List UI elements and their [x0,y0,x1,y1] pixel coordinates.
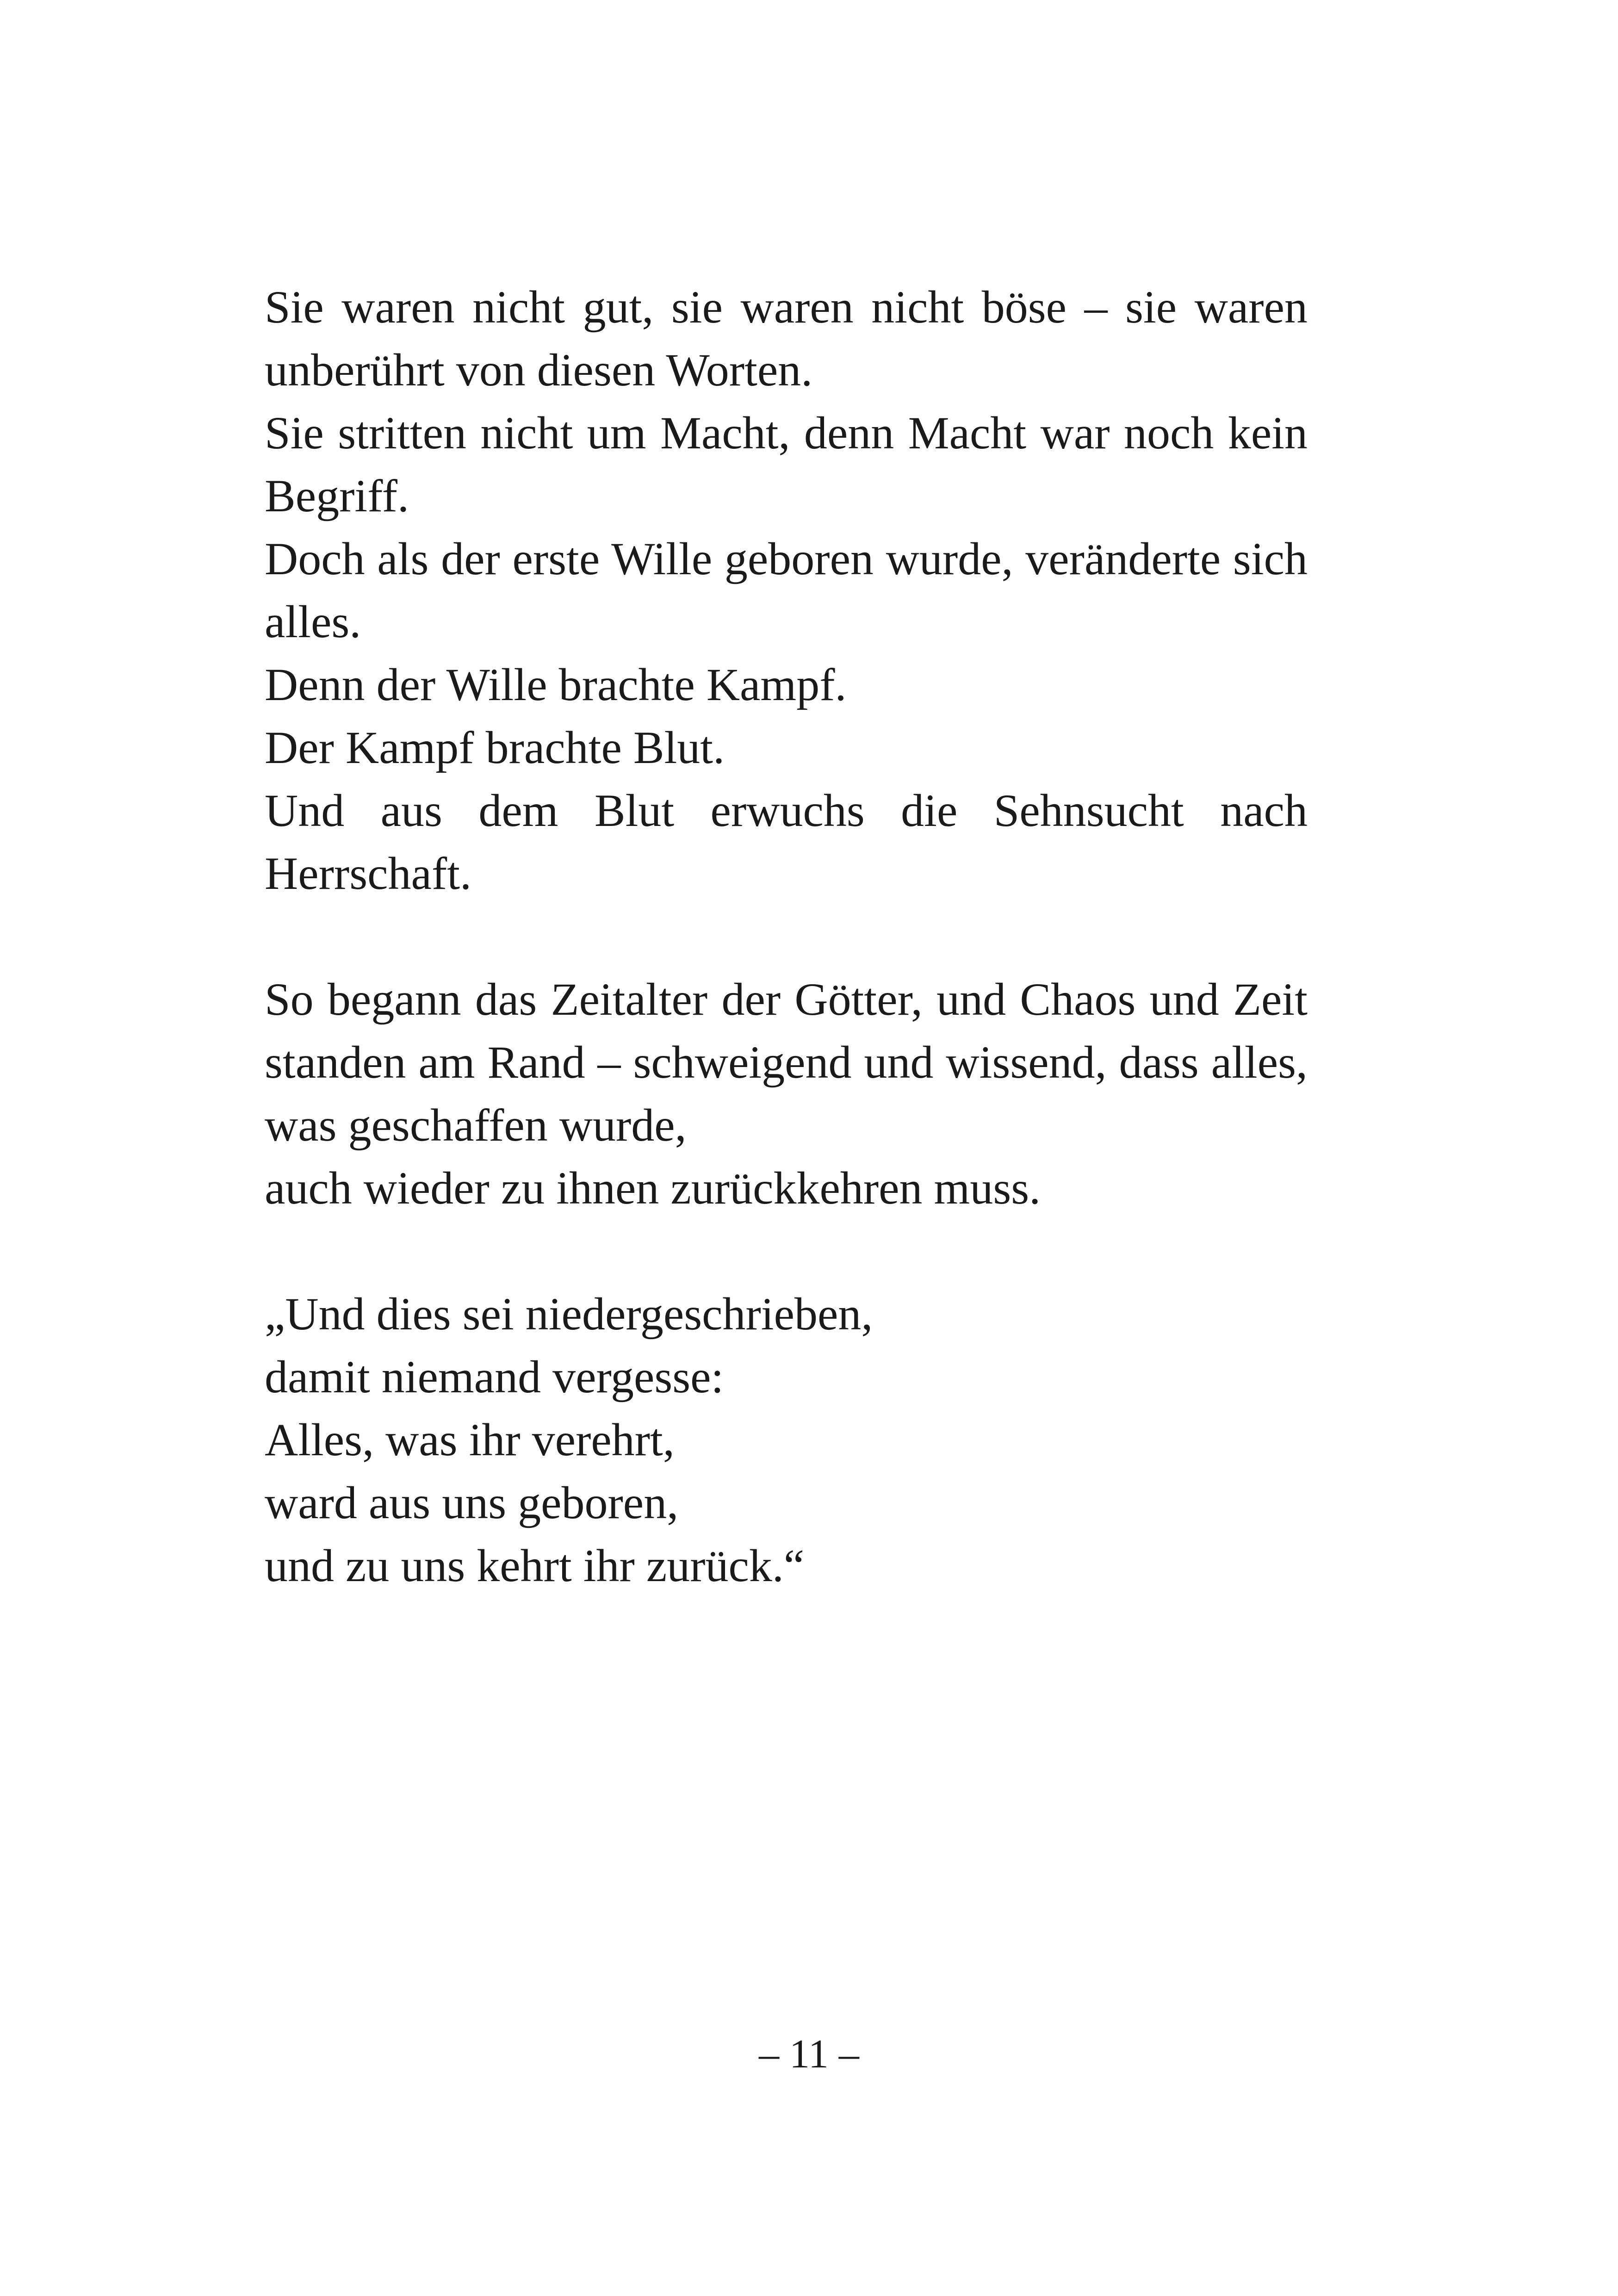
text-line: auch wieder zu ihnen zurückkehren muss. [265,1162,1041,1214]
page-number: – 11 – [759,2032,859,2077]
text-line: Sie waren nicht gut, sie waren nicht böse – sie waren [265,281,1308,333]
text-line: damit niemand vergesse: [265,1351,724,1402]
text-line: Und aus dem Blut erwuchs die Sehnsucht nach [265,785,1308,836]
paragraph-1 [265,276,1308,905]
text-line: standen am Rand – schweigend und wissend, dass alles, [265,1036,1308,1088]
paragraph-2 [265,968,1308,1220]
text-line: Alles, was ihr verehrt, [265,1414,675,1465]
text-line: und zu uns kehrt ihr zurück.“ [265,1540,805,1591]
text-line: „Und dies sei niedergeschrieben, [265,1288,873,1340]
text-line: alles. [265,596,361,647]
paragraph-gap [265,905,1308,968]
paragraph-gap [265,1220,1308,1283]
text-line: was geschaffen wurde, [265,1099,687,1151]
text-line: Sie stritten nicht um Macht, denn Macht war noch kein [265,407,1308,459]
text-line: So begann das Zeitalter der Götter, und Chaos und Zeit [265,974,1308,1025]
text-line: Begriff. [265,470,409,521]
text-line: unberührt von diesen Worten. [265,344,813,396]
text-line: Der Kampf brachte Blut. [265,722,725,773]
body-text [265,276,1308,1597]
text-line: Doch als der erste Wille geboren wurde, veränderte sich [265,533,1308,584]
text-line: Denn der Wille brachte Kampf. [265,659,847,710]
paragraph-3-quote [265,1283,1308,1597]
text-line: ward aus uns geboren, [265,1477,679,1528]
text-line: Herrschaft. [265,848,471,899]
